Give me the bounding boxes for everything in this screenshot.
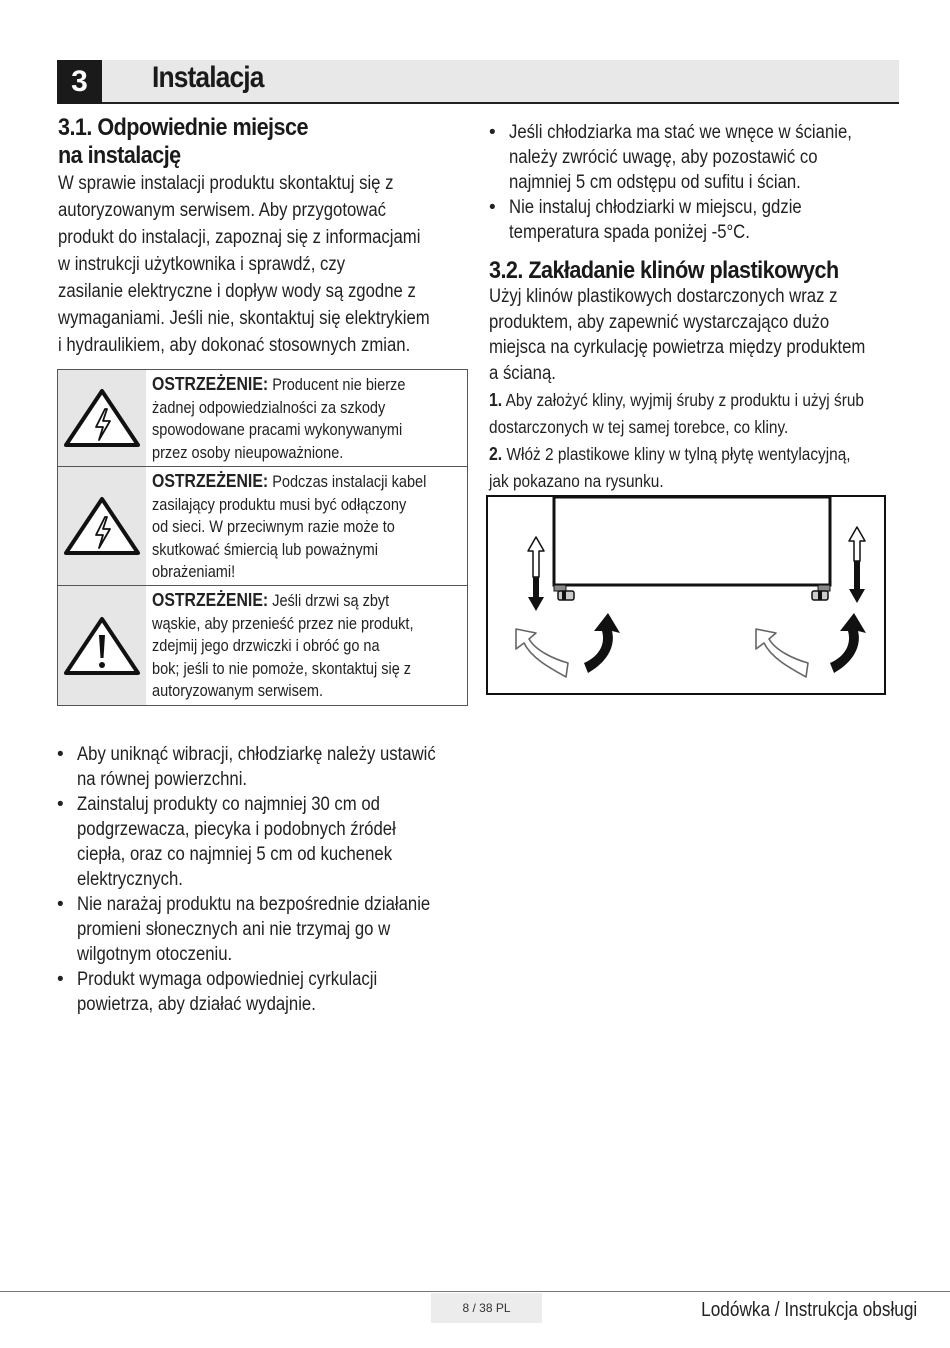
bullet-line: na równej powierzchni. xyxy=(77,769,248,790)
intro-line: autoryzowanym serwisem. Aby przygotować xyxy=(58,200,387,221)
warning-row xyxy=(58,466,467,585)
chapter-number: 3 xyxy=(57,60,102,104)
bullet-line: Zainstaluj produkty co najmniej 30 cm od xyxy=(77,794,380,815)
warning-row xyxy=(58,370,467,466)
bullet-line: najmniej 5 cm odstępu od sufitu i ścian. xyxy=(509,172,801,193)
step-line xyxy=(489,387,864,414)
bullet-line: wilgotnym otoczeniu. xyxy=(77,944,233,965)
bullet-line: należy zwrócić uwagę, aby pozostawić co xyxy=(509,147,818,168)
warning-line: autoryzowanym serwisem. xyxy=(152,682,324,700)
bullet-line: Aby uniknąć wibracji, chłodziarkę należy ustawić xyxy=(77,744,436,765)
bullet-line: Nie instaluj chłodziarki w miejscu, gdzie xyxy=(509,197,802,218)
step-line: dostarczonych w tej samej torebce, co kliny. xyxy=(489,417,789,437)
bullet-dot: • xyxy=(489,197,496,218)
fridge-body-shape xyxy=(554,497,830,585)
warning-icon-cell xyxy=(58,370,146,466)
warning-text xyxy=(146,586,521,705)
section-3-2-intro xyxy=(489,284,865,386)
section-heading-3-1-line1: 3.1. Odpowiednie miejsce xyxy=(58,114,308,141)
bullet-line: temperatura spada poniżej -5°C. xyxy=(509,222,750,243)
warning-line: zasilający produktu musi być odłączony xyxy=(152,495,407,514)
step-number: 1. xyxy=(489,390,503,410)
warning-line: Podczas instalacji kabel xyxy=(268,473,427,491)
bullet-dot: • xyxy=(489,122,496,143)
bullet-line: Jeśli chłodziarka ma stać we wnęce w ścianie, xyxy=(509,122,852,143)
step-number: 2. xyxy=(489,444,503,464)
intro-line: produkt do instalacji, zapoznaj się z informacjami xyxy=(58,227,421,248)
general-warning-icon xyxy=(63,615,141,677)
warning-icon-cell xyxy=(58,586,146,705)
right-up-down-arrow-icon xyxy=(849,527,865,603)
warning-label: OSTRZEŻENIE: xyxy=(152,471,269,491)
warning-line: Producent nie bierze xyxy=(268,376,406,394)
bullet-line: Nie narażaj produktu na bezpośrednie działanie xyxy=(77,894,431,915)
bullet-dot: • xyxy=(57,894,64,915)
wedge-installation-figure xyxy=(486,495,886,695)
bullet-line: ciepła, oraz co najmniej 5 cm od kuchenek xyxy=(77,844,393,865)
warning-line: Jeśli drzwi są zbyt xyxy=(268,592,390,610)
page-number: 8 / 38 PL xyxy=(431,1293,542,1323)
warning-icon-cell xyxy=(58,467,146,585)
list-item xyxy=(57,792,477,892)
footer-title: Lodówka / Instrukcja obsługi xyxy=(700,1299,917,1321)
warning-label: OSTRZEŻENIE: xyxy=(152,374,269,394)
step-line xyxy=(489,441,864,468)
intro-line: i hydraulikiem, aby dokonać stosownych zmian. xyxy=(58,335,411,356)
intro-line: miejsca na cyrkulację powietrza między produktem xyxy=(489,337,866,358)
warning-line: wąskie, aby przenieść przez nie produkt, xyxy=(152,614,414,633)
step-text: Włóż 2 plastikowe kliny w tylną płytę wentylacyjną, xyxy=(502,444,851,464)
bullet-dot: • xyxy=(57,744,64,765)
left-up-down-arrow-icon xyxy=(528,537,544,611)
bullet-line: podgrzewacza, piecyka i podobnych źródeł xyxy=(77,819,396,840)
right-rotate-arrows-icon xyxy=(756,613,866,677)
intro-line: wymaganiami. Jeśli nie, skontaktuj się elektrykiem xyxy=(58,308,430,329)
warning-line: żadnej odpowiedzialności za szkody xyxy=(152,398,386,417)
warning-line: skutkować śmiercią lub poważnymi xyxy=(152,540,378,559)
bullet-line: promieni słonecznych ani nie trzymaj go w xyxy=(77,919,391,940)
left-foot-icon xyxy=(554,585,574,600)
bullet-dot: • xyxy=(57,794,64,815)
warning-line: bok; jeśli to nie pomoże, skontaktuj się z xyxy=(152,659,412,678)
intro-line: W sprawie instalacji produktu skontaktuj się z xyxy=(58,173,394,194)
list-item xyxy=(489,195,909,245)
bullet-line: elektrycznych. xyxy=(77,869,183,890)
left-rotate-arrows-icon xyxy=(516,613,620,677)
section-heading-3-2: 3.2. Zakładanie klinów plastikowych xyxy=(489,257,839,284)
intro-line: zasilanie elektryczne i dopływ wody są zgodne z xyxy=(58,281,416,302)
warning-label: OSTRZEŻENIE: xyxy=(152,590,269,610)
installation-steps xyxy=(489,387,864,495)
intro-line: Użyj klinów plastikowych dostarczonych wraz z xyxy=(489,286,838,307)
right-foot-icon xyxy=(812,585,830,600)
bullet-dot: • xyxy=(57,969,64,990)
footer-divider xyxy=(0,1291,950,1292)
list-item xyxy=(57,892,477,967)
niche-bullet-list xyxy=(489,120,909,245)
list-item xyxy=(57,967,477,1017)
warning-text xyxy=(146,467,521,585)
step-line: jak pokazano na rysunku. xyxy=(489,471,664,491)
warning-line: zdejmij jego drzwiczki i obróć go na xyxy=(152,637,380,655)
list-item xyxy=(489,120,909,195)
electric-hazard-icon xyxy=(63,387,141,449)
electric-hazard-icon xyxy=(63,495,141,557)
bullet-line: powietrza, aby działać wydajnie. xyxy=(77,994,316,1015)
chapter-title: Instalacja xyxy=(152,61,264,94)
warning-line: przez osoby nieupoważnione. xyxy=(152,443,344,462)
warning-row xyxy=(58,585,467,705)
fridge-bottom-illustration xyxy=(488,497,884,693)
intro-line: produktem, aby zapewnić wystarczająco dużo xyxy=(489,311,830,333)
intro-line: a ścianą. xyxy=(489,362,556,384)
step-text: Aby założyć kliny, wyjmij śruby z produktu i użyj śrub xyxy=(502,390,864,410)
list-item xyxy=(57,742,477,792)
bullet-line: Produkt wymaga odpowiedniej cyrkulacji xyxy=(77,969,378,990)
warning-line: spowodowane pracami wykonywanymi xyxy=(152,421,403,439)
warning-line: obrażeniami! xyxy=(152,563,236,581)
section-3-1-intro xyxy=(58,170,430,359)
section-heading-3-1-line2: na instalację xyxy=(58,142,181,169)
warning-table xyxy=(57,369,468,706)
warning-line: od sieci. W przeciwnym razie może to xyxy=(152,518,395,536)
warning-text xyxy=(146,370,521,466)
installation-bullet-list xyxy=(57,742,477,1017)
intro-line: w instrukcji użytkownika i sprawdź, czy xyxy=(58,254,346,275)
